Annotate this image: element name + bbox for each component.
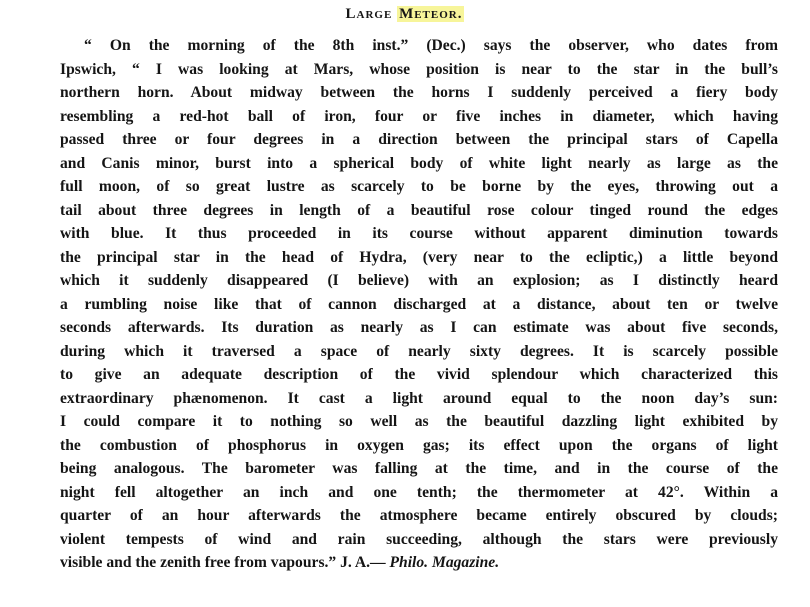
text-line: which it suddenly disappeared (I believe) with an explosion; as I distinctly heard [60, 272, 778, 289]
text-line: violent tempests of wind and rain succeeding, although the stars were previously [60, 530, 778, 548]
title-word-meteor-highlighted: Meteor. [399, 6, 463, 22]
text-line: the combustion of phosphorus in oxygen gas; its effect upon the organs of light [60, 436, 778, 454]
text-line: tail about three degrees in length of a beautiful rose colour tinged round the edges [60, 201, 778, 219]
text-line: passed three or four degrees in a direction between the principal stars of Capella [60, 131, 778, 148]
text-line: to give an adequate description of the vivid splendour which characterized this [60, 366, 778, 383]
text-line: Ipswich, “ I was looking at Mars, whose position is near to the star in the bull’s [60, 60, 778, 78]
closing-text: visible and the zenith free from vapours.” J. A.— [60, 554, 390, 571]
source-citation: Philo. Magazine. [389, 554, 500, 571]
text-line: full moon, of so great lustre as scarcely to be borne by the eyes, throwing out a [60, 178, 778, 195]
text-line: I could compare it to nothing so well as the beautiful dazzling light exhibited by [60, 413, 778, 430]
text-line: and Canis minor, burst into a spherical body of white light nearly as large as the [60, 154, 778, 172]
article-title [0, 3, 810, 25]
article-body [60, 34, 778, 575]
text-line: northern horn. About midway between the horns I suddenly perceived a fiery body [60, 84, 778, 101]
text-line-final [60, 551, 778, 575]
text-line: extraordinary phænomenon. It cast a light around equal to the noon day’s sun: [60, 389, 778, 407]
text-line: being analogous. The barometer was falling at the time, and in the course of the [60, 460, 778, 477]
text-line: during which it traversed a space of nearly sixty degrees. It is scarcely possible [60, 342, 778, 360]
text-line: with blue. It thus proceeded in its course without apparent diminution towards [60, 225, 778, 242]
text-line: “ On the morning of the 8th inst.” (Dec.) says the observer, who dates from [84, 37, 778, 54]
title-word-large: Large [345, 6, 393, 22]
text-line: night fell altogether an inch and one tenth; the thermometer at 42°. Within a [60, 483, 778, 501]
text-line: seconds afterwards. Its duration as nearly as I can estimate was about five seconds, [60, 319, 778, 336]
text-line: a rumbling noise like that of cannon discharged at a distance, about ten or twelve [60, 295, 778, 313]
text-line: the principal star in the head of Hydra, (very near to the ecliptic,) a little beyond [60, 248, 778, 266]
text-line: quarter of an hour afterwards the atmosphere became entirely obscured by clouds; [60, 507, 778, 524]
text-line: resembling a red-hot ball of iron, four or five inches in diameter, which having [60, 107, 778, 125]
